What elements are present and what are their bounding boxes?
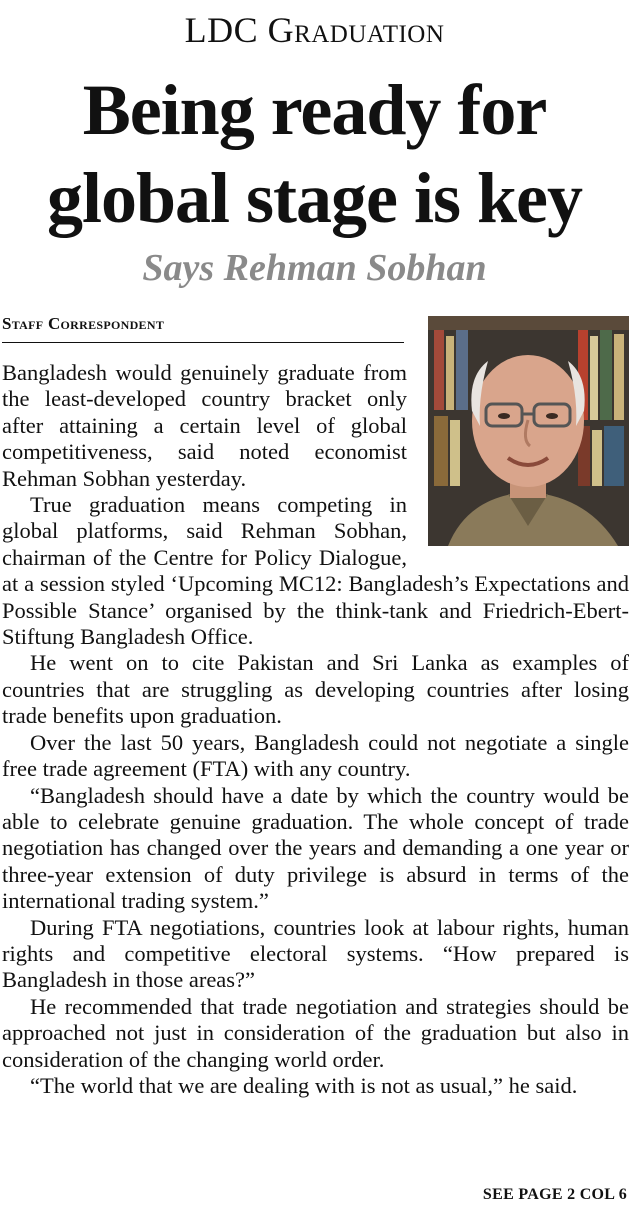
paragraph-3: He went on to cite Pakistan and Sri Lanka as examples of countries that are struggling as developing countries after losing trade benefits upon graduation. xyxy=(2,650,629,729)
paragraph-6: During FTA negotiations, countries look at labour rights, human rights and competitive electoral systems. “How prepared is Bangladesh in those areas?” xyxy=(2,914,629,993)
paragraph-2: True graduation means competing in global platforms, said Rehman Sobhan, chairman of the Centre for Policy Dialogue, at a session styled ‘Upcoming MC12: Bangladesh’s Expectations and Possible Stance’ organised by the think-tank and Friedrich-Ebert-Stiftung Bangladesh Office. xyxy=(2,492,629,650)
jump-line: SEE PAGE 2 COL 6 xyxy=(482,1186,627,1203)
paragraph-8: “The world that we are dealing with is not as usual,” he said. xyxy=(30,1072,578,1098)
paragraph-4: Over the last 50 years, Bangladesh could not negotiate a single free trade agreement (FTA) with any country. xyxy=(2,729,629,782)
paragraph-1: Bangladesh would genuinely graduate from the least-developed country bracket only after attaining a certain level of global competitiveness, said noted economist Rehman Sobhan yesterday. xyxy=(2,360,407,491)
byline-rule xyxy=(2,342,404,343)
kicker: LDC Graduation xyxy=(184,10,445,50)
paragraph-5: “Bangladesh should have a date by which the country would be able to celebrate genuine graduation. The whole concept of trade negotiation has changed over the years and demanding a one year or three-year extension of duty privilege is absurd in terms of the international trading system.” xyxy=(2,782,629,914)
headline-line-2: global stage is key xyxy=(46,158,583,238)
article-body xyxy=(2,360,629,1099)
paragraph-7: He recommended that trade negotiation and strategies should be approached not just in consideration of the graduation but also in consideration of the changing world order. xyxy=(2,993,629,1072)
headline-line-1: Being ready for xyxy=(82,70,547,150)
photo-spacer xyxy=(407,360,629,550)
byline: Staff Correspondent xyxy=(2,314,165,333)
headline xyxy=(0,66,629,242)
subhead: Says Rehman Sobhan xyxy=(142,247,487,289)
